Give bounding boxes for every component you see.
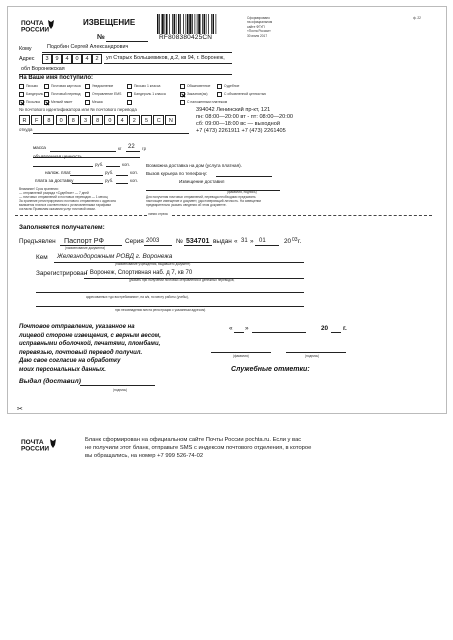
checkbox[interactable] [44,92,49,97]
barcode-bar [159,14,160,34]
declared-line [33,166,93,167]
side-note-line: «Почта России» [247,29,271,34]
checkbox-label: Почтовая карточка [51,84,81,88]
identifier-char: 8 [43,115,54,125]
storage-note-line: Внимание! Срок хранения: [19,187,59,191]
month-value: 01 [259,238,266,244]
reg-hint-2: адресованных «до востребования», на а/я, по месту работы (учебы), [86,295,189,299]
courier-line [216,176,272,177]
identifier-char: 8 [68,115,79,125]
checkbox-label: Письмо [26,84,39,88]
storage-note-line: согласно Правилам оказания услуг почтовой связи. [19,206,96,211]
barcode-bar [213,14,215,34]
office-phones: +7 (473) 2261911 +7 (473) 2261405 [196,128,286,134]
date-day-line [234,332,244,333]
to-underline [42,52,232,53]
series-line [144,245,172,246]
postcode-digit: 9 [52,54,62,64]
mass-g: гр [142,146,147,151]
from-underline [33,133,189,134]
barcode [157,14,235,34]
checkbox-label: Посылка [26,100,40,104]
barcode-bar [195,14,196,34]
barcode-bar [211,14,212,34]
identifier-char: 0 [56,115,67,125]
mass-g-value: 22 [128,144,135,150]
logo-text-1: ПОЧТА [21,20,44,27]
barcode-bar [180,14,181,34]
storage-note-line: — отправлений разряда «Судебное» — 7 дней [19,190,89,195]
reg-line-3 [36,306,304,307]
series-label: Серия [125,238,144,245]
checkbox[interactable] [85,92,90,97]
date-close-quote: » [245,325,249,332]
cod-kop: коп. [130,170,139,175]
checkbox-label: Бандероль [26,92,44,96]
declared-kop: коп. [122,162,131,167]
confirmation-text-line: исправными оболочкой, печатями, пломбами, [19,341,161,348]
form-code: ф. 22 [413,16,421,20]
checkbox[interactable] [127,84,132,89]
storage-note-line: За хранение регистрируемого почтового отправления с адресата [19,198,116,203]
checkbox[interactable] [19,100,24,105]
checkbox-label: С наложенным платежом [187,100,228,104]
mass-g-line [126,151,140,152]
series-value: 2003 [146,238,160,244]
number-underline [106,41,148,42]
presented-label: Предъявлен [19,238,56,245]
barcode-bar [157,14,159,34]
issued-hint: (подпись) [113,388,128,392]
identifier-char: N [165,115,176,125]
to-value: Подобин Сергей Александрович [47,44,129,50]
doc-hint: (наименование документа) [65,246,106,250]
barcode-bar [172,14,173,34]
checkbox[interactable] [19,84,24,89]
barcode-number: RF808380425CN [159,34,213,41]
checkbox[interactable] [44,100,49,105]
side-note-line: сайте ФГУП [247,24,265,29]
reg-line-2 [36,292,304,293]
mass-label: масса [33,145,46,150]
barcode-bar [166,14,168,34]
reg-hint-3: при несовпадении места регистрации с указанным адресом) [115,308,206,312]
checkbox[interactable] [180,84,185,89]
barcode-bar [197,14,198,34]
num-value: 534701 [186,238,210,245]
receive-note-line: предварительно указать сведения об этом документе. [146,202,227,207]
postcode-digit: 4 [82,54,92,64]
consent-text [19,357,199,374]
checkbox-label: Письмо 1 класса [134,84,161,88]
address-value-2: обл Воронежская [21,66,65,72]
barcode-bar [169,14,170,34]
by-label: Кем [36,254,48,261]
side-note-line: 30 июля 2017 [247,33,268,38]
eagle-icon [21,18,55,44]
footer-logo-text-2: РОССИИ [21,445,50,453]
footer-text-line: Бланк сформирован на официальном сайте Почты России pochta.ru. Если у вас [85,437,302,443]
checkbox[interactable] [217,92,222,97]
consent-text-line: Даю свое согласие на обработку [19,358,121,364]
barcode-bar [178,14,180,34]
surname-line [211,352,271,353]
recipient-title: Заполняется получателем: [19,224,105,231]
consent-text-line: моих персональных данных. [19,366,106,373]
year-suffix: г. [298,238,302,245]
receive-note-line: настоящее извещение и документ, удостоверяющий личность. На извещении [146,198,262,203]
to-label: Кому [19,46,32,52]
footer-logo [21,437,59,463]
doc-value: Паспорт РФ [64,236,104,245]
fee-kop-line [116,183,128,184]
checkbox-label: Мешок [92,100,103,104]
barcode-bar [216,14,217,34]
barcode-bar [192,14,193,34]
confirmation-text-line: лицевой стороне извещения, с верным весом, [19,332,161,339]
side-note-line: на официальном [247,20,273,25]
address-underline [104,63,232,64]
receive-note-line: Для получения почтовых отправлений, перевода необходимо предъявить [146,195,256,199]
identifier-char: 5 [141,115,152,125]
side-note [247,16,307,38]
cod-line [70,175,103,176]
surname-hint: (фамилия) [233,354,249,358]
date-year-line [331,332,341,333]
fee-kop: коп. [130,178,139,183]
postcode-digit: 2 [92,54,102,64]
postcode-digit: 4 [62,54,72,64]
notice-title: ИЗВЕЩЕНИЕ [83,18,136,27]
confirmation-text-line: Почтовое отправление, указанное на [19,324,135,330]
year-prefix: 20 [284,238,292,245]
identifier-char: 3 [80,115,91,125]
signature-hint: (подпись) [305,354,320,358]
receive-note [146,196,296,208]
received-title: На Ваше имя поступило: [19,75,93,81]
identifier-label: № почтового идентификатора или № почтового перевода [19,107,137,112]
day-open-quote: « [234,238,238,245]
date-month-line [252,332,306,333]
address-value: ул Старых Большевиков, д.2, кв 94, г. Воронеж, [106,55,225,61]
barcode-bar [186,14,187,34]
checkbox-label: Почтовый перевод [51,92,81,96]
checkbox[interactable] [180,92,185,97]
mass-kg-line [50,151,116,152]
reg-hint: (указать при получении почтовых отправлений и денежных переводов, [129,278,235,282]
barcode-bar [208,14,209,34]
checkbox[interactable] [19,92,24,97]
barcode-bar [162,14,164,34]
num-line [184,245,212,246]
barcode-bar [176,14,177,34]
month-line [255,245,279,246]
checkbox[interactable] [85,100,90,105]
year-value: 03 [292,237,298,243]
checkbox[interactable] [127,100,132,105]
footer-eagle-icon [21,437,59,463]
cod-label: налож. плат. [45,170,72,175]
confirmation-text [19,323,199,357]
fee-rub: руб. [105,178,114,183]
footer-text [85,436,435,460]
reg-label: Зарегистрирован [36,270,88,277]
identifier-char: C [153,115,164,125]
checkbox-label: Мелкий пакет [51,100,73,104]
identifier-char: F [31,115,42,125]
logo-text-2: РОССИИ [21,26,50,34]
signature-line [286,352,346,353]
storage-note-line: — почтовых отправлений и почтовых переводов — 1 месяц [19,194,108,199]
barcode-bar [198,14,200,34]
notified-hint: (фамилия, подпись) [227,190,257,194]
cod-rub: руб. [105,170,114,175]
num-label: № [176,238,183,245]
address-label: Адрес [19,56,35,62]
day-close-quote: » [250,238,254,245]
checkbox-label: Отправление EMS [92,92,122,96]
checkbox[interactable] [44,84,49,89]
number-label: № [97,34,105,41]
scissors-icon: ✂ [17,406,23,413]
post-logo [21,18,55,44]
identifier-char: R [19,115,30,125]
cut-label: линия отреза [148,212,168,216]
office-hours-1: пн: 08:00—20:00 вт - пт: 08:00—20:00 [196,114,294,120]
checkbox-label: Уведомление [92,84,114,88]
storage-note-line: взимается плата в соответствии с установленными тарифами [19,202,112,207]
date-open-quote: « [229,325,233,332]
identifier-char: 8 [92,115,103,125]
barcode-bar [187,14,189,34]
checkbox-label: Заказное(ая) [187,92,208,96]
barcode-bar [189,14,191,34]
office-hours-2: сб: 09:00—18:00 вс — выходной [196,121,280,127]
checkbox-label: С объявленной ценностью [224,92,267,96]
fee-line [72,183,103,184]
notified: Извещение доставил [179,179,225,184]
barcode-bar [165,14,166,34]
notified-line [146,190,280,191]
date-year: 20 [321,325,329,332]
checkbox-label: Бандероль 1 класса [134,92,166,96]
checkbox-label: Обыкновенное [187,84,211,88]
office-address: 394042 Ленинский пр-кт, 121 [196,107,271,113]
barcode-bar [174,14,176,34]
barcode-bar [206,14,207,34]
date-year-suffix: г. [343,325,347,332]
cod-kop-line [116,175,128,176]
postcode-digit: 0 [72,54,82,64]
checkbox[interactable] [217,84,222,89]
barcode-bar [202,14,203,34]
declared-label: объявленная ценность [33,154,82,159]
barcode-bar [183,14,184,34]
reg-value: г Воронеж, Спортивная наб. д 7, кв 70 [86,270,193,276]
fee-label: плата за доставку [35,178,74,183]
day-value: 31 [241,238,248,244]
mass-kg: кг [118,146,122,151]
issued-label: выдан [213,238,232,245]
checkbox-label: Судебное [224,84,240,88]
checkbox[interactable] [85,84,90,89]
footer-logo-text-1: ПОЧТА [21,439,44,446]
postcode-digit: 3 [42,54,52,64]
declared-kop-line [106,166,120,167]
checkbox[interactable] [180,100,185,105]
courier: Вызов курьера по телефону: [146,171,208,176]
confirmation-text-line: перевязью, почтовый перевод получил. [19,349,143,356]
issued-by-label: Выдал (доставил) [19,378,81,385]
footer-text-line: вы обращались, на номер +7 999 526-74-02 [85,453,204,459]
identifier-char: 4 [117,115,128,125]
footer-text-line: не получили этот бланк, отправьте SMS с индексом почтового отделения, в которое [85,445,312,451]
home-delivery: Возможна доставка на дом (услуга платная). [146,163,242,168]
from-label: откуда [19,127,33,132]
cut-line-right [172,215,432,216]
identifier-char: 0 [104,115,115,125]
side-note-line: Сформировано [247,16,270,20]
service-marks: Служебные отметки: [231,366,310,373]
cut-line [15,215,147,216]
identifier-char: 2 [129,115,140,125]
by-hint: (наименование учреждения, выдавшего документ) [115,262,191,266]
declared-rub: руб. [95,162,104,167]
by-value: Железнодорожным РОВД г. Воронежа [57,253,173,260]
issued-line [80,385,155,386]
barcode-bar [204,14,206,34]
checkbox[interactable] [127,92,132,97]
